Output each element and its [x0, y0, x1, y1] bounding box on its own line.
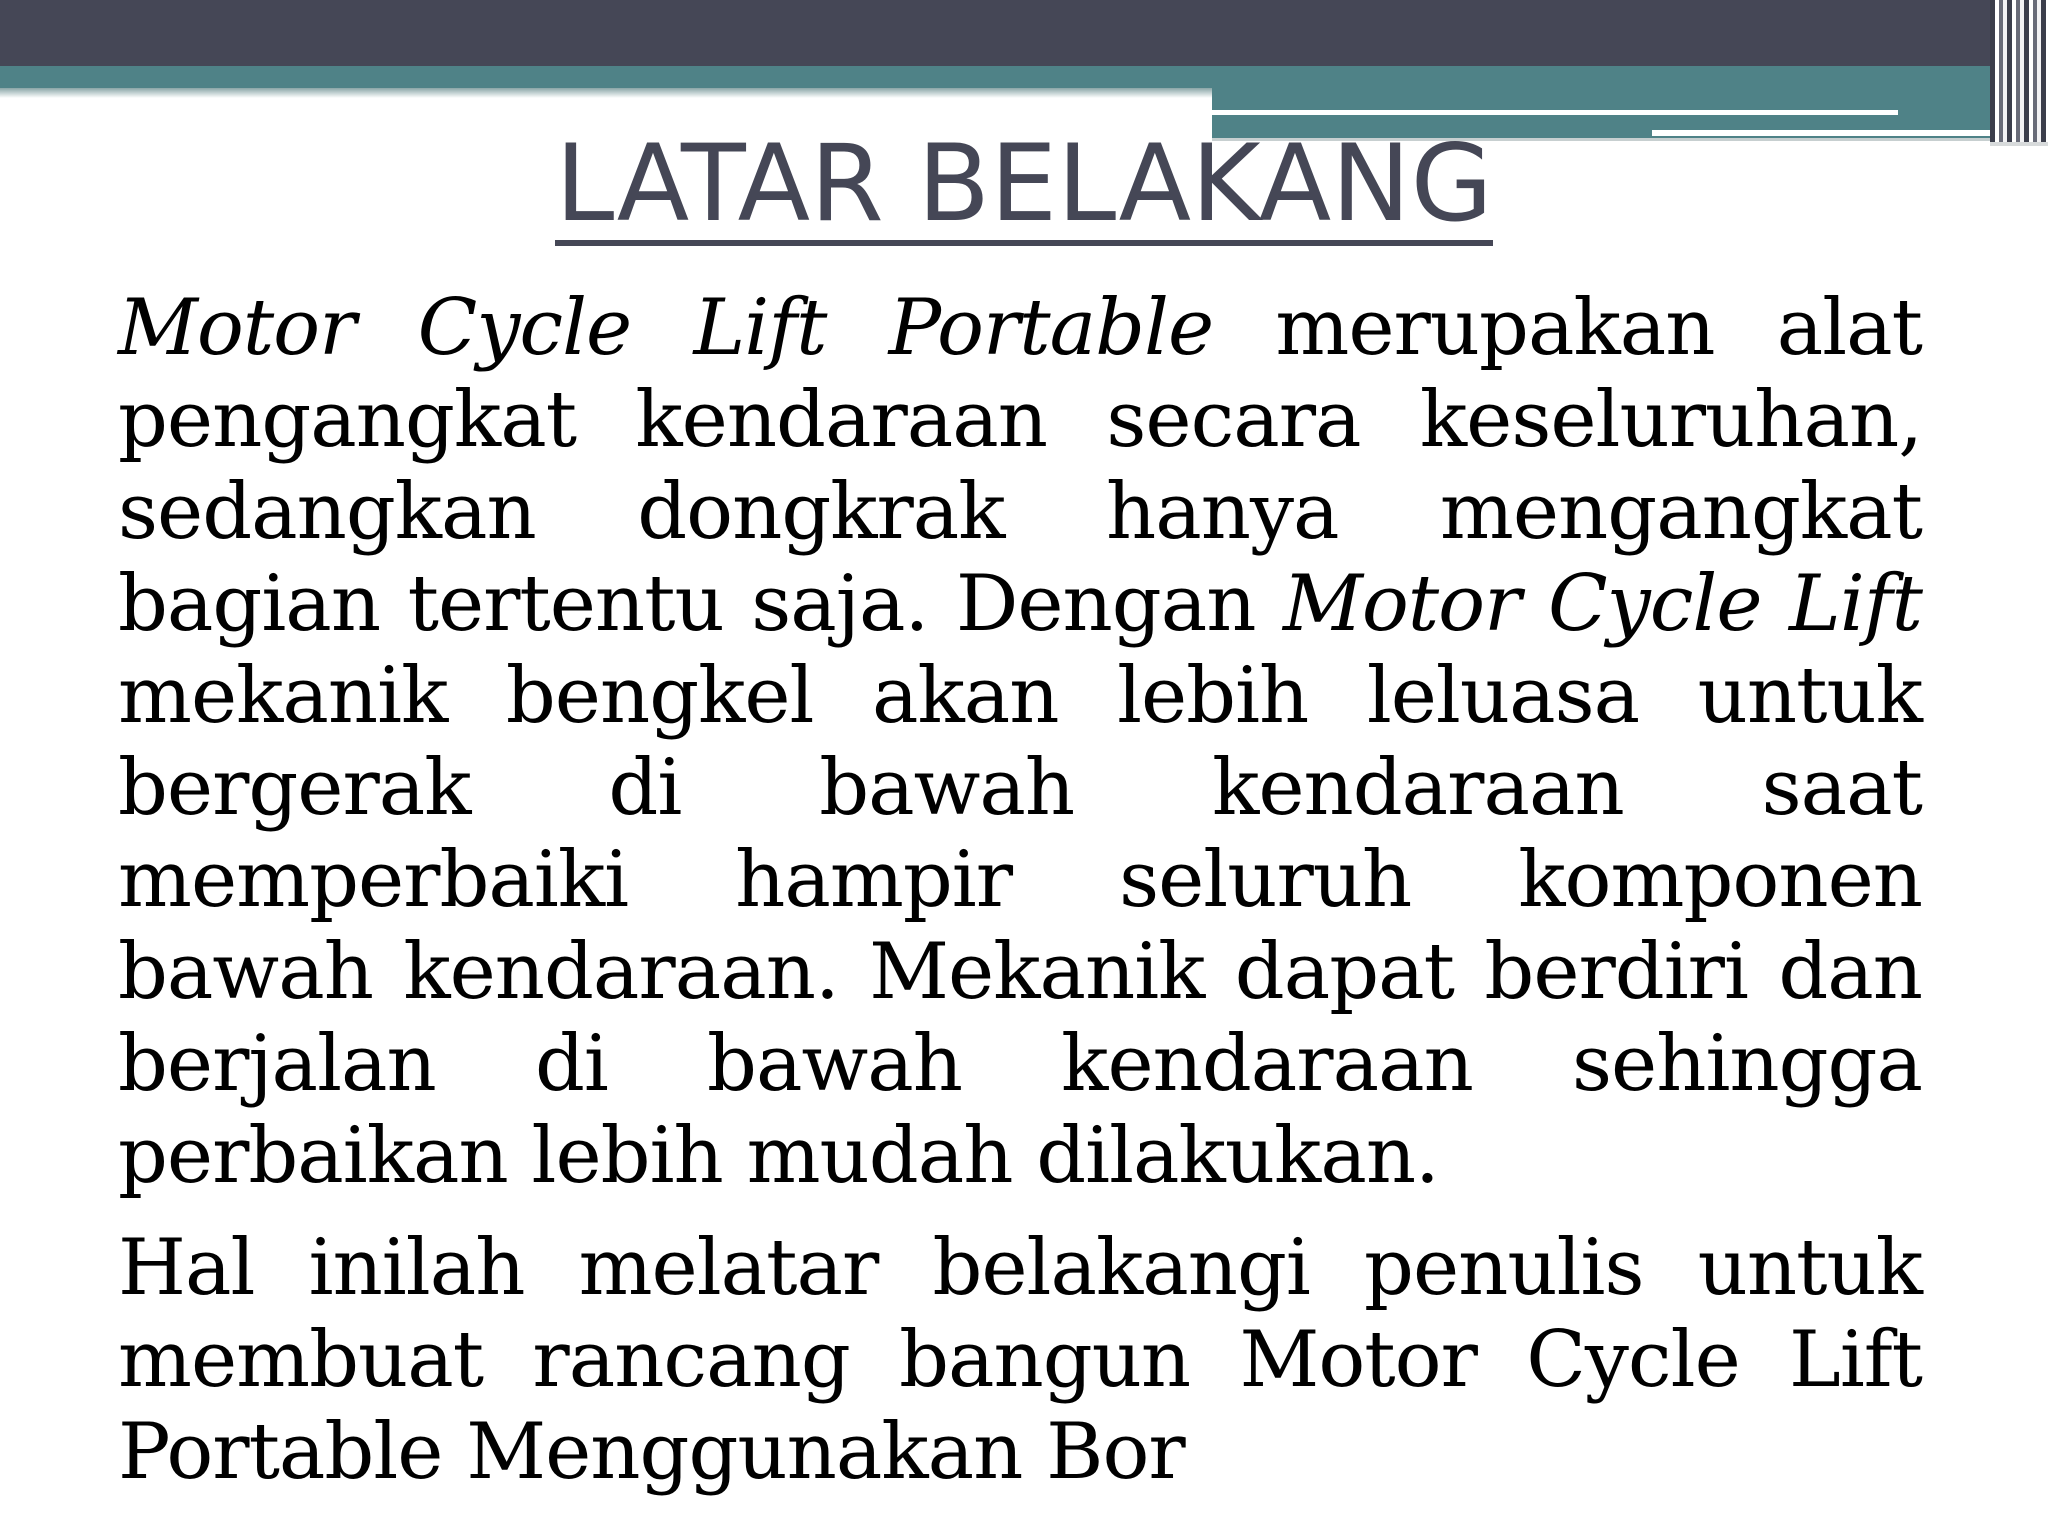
italic-term: Motor Cycle Lift Portable [118, 283, 1214, 373]
slide-title-text: LATAR BELAKANG [555, 122, 1493, 245]
italic-term: Motor Cycle Lift [1282, 559, 1922, 649]
paragraph-text: merupakan alat pengangkat kendaraan secara keseluruhan, sedangkan dongkrak hanya mengangkat bagian tertentu saja. Dengan [118, 283, 1923, 649]
header-band [0, 0, 2020, 66]
paragraph-text: mekanik bengkel akan lebih leluasa untuk bergerak di bawah kendaraan saat memperbaiki hampir seluruh komponen bawah kendaraan. Mekanik dapat berdiri dan berjalan di bawah kendaraan sehingga perbaikan lebih mudah dilakukan. [118, 651, 1922, 1201]
header-accent-line [1212, 110, 1898, 115]
header-teal-strip [0, 66, 2020, 88]
header-shadow [0, 88, 1212, 98]
slide-title [0, 122, 2048, 246]
background-paragraph [118, 282, 1922, 1202]
closing-paragraph: Hal inilah melatar belakangi penulis untuk membuat rancang bangun Motor Cycle Lift Portable Menggunakan Bor [118, 1223, 1922, 1497]
edge-stripe-decoration [1990, 0, 2048, 142]
